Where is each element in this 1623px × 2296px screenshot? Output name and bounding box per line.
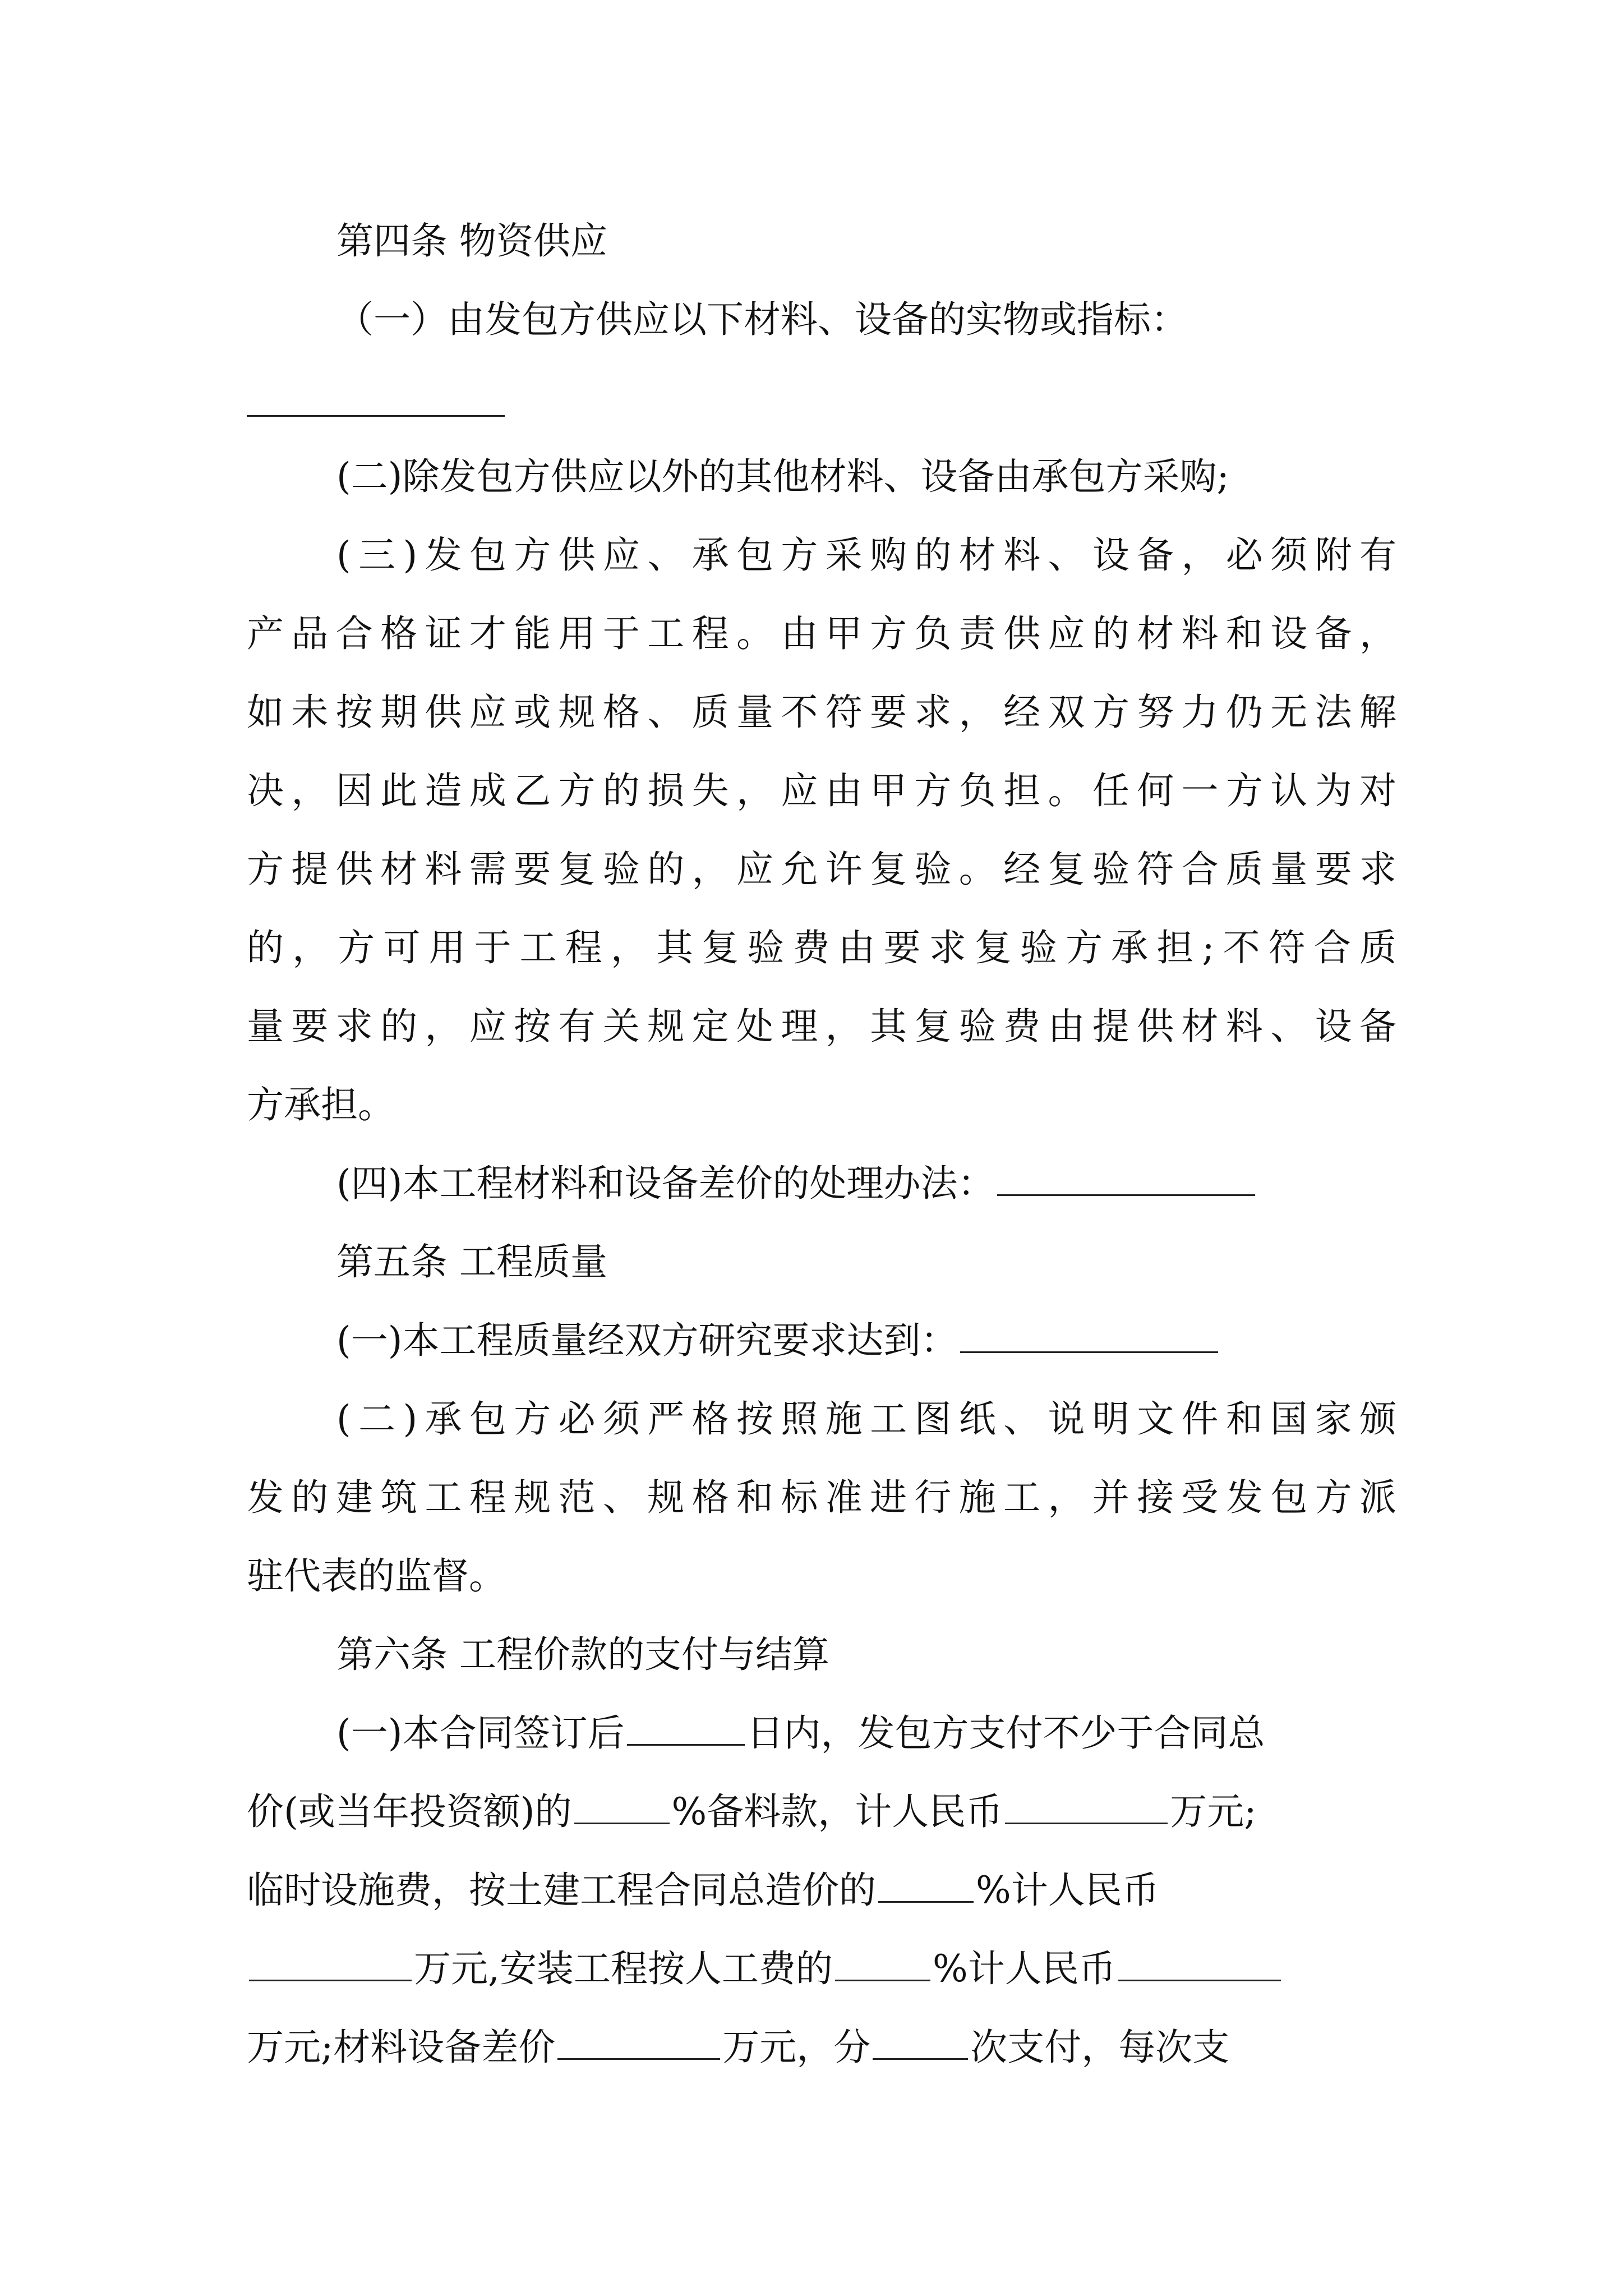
article-6-clause-1-line-4 <box>247 1941 1396 1997</box>
article-4-clause-1: （一）由发包方供应以下材料、设备的实物或指标： <box>336 298 1188 341</box>
article-4-clause-4 <box>336 1156 1396 1212</box>
article-6-clause-1-line-5 <box>247 2019 1396 2076</box>
fill-blank-install-percent[interactable] <box>835 1943 930 1981</box>
article-4-clause-4-text: (四)本工程材料和设备差价的处理办法： <box>336 1162 995 1205</box>
article-4-clause-3-line-4: 决，因此造成乙方的损失，应由甲方负担。任何一方认为对 <box>247 769 1396 812</box>
article-5-clause-2-line-1: (二)承包方必须严格按照施工图纸、说明文件和国家颁 <box>336 1397 1396 1441</box>
article-6-clause-1-line-1 <box>336 1705 1396 1761</box>
article-6-text-2b: %备料款，计人民币 <box>671 1790 1003 1833</box>
article-6-text-5a: 万元;材料设备差价 <box>247 2026 556 2069</box>
article-5-clause-2-line-2: 发的建筑工程规范、规格和标准进行施工，并接受发包方派 <box>247 1476 1396 1519</box>
article-5-clause-2-line-3: 驻代表的监督。 <box>247 1554 506 1598</box>
article-6-text-5b: 万元，分 <box>722 2026 871 2069</box>
article-4-clause-3-line-3: 如未按期供应或规格、质量不符要求，经双方努力仍无法解 <box>247 691 1396 734</box>
article-6-text-5c: 次支付，每次支 <box>970 2026 1230 2069</box>
article-6-text-2c: 万元; <box>1170 1790 1257 1833</box>
fill-blank-days[interactable] <box>627 1707 745 1746</box>
article-6-text-4b: %计人民币 <box>932 1947 1116 1990</box>
article-4-clause-3-line-1: (三)发包方供应、承包方采购的材料、设备，必须附有 <box>336 533 1396 577</box>
fill-blank-material-difference-amount[interactable] <box>557 2021 720 2060</box>
article-5-heading: 第五条 工程质量 <box>336 1240 607 1283</box>
article-4-heading: 第四条 物资供应 <box>336 219 607 263</box>
article-4-clause-3-line-2: 产品合格证才能用于工程。由甲方负责供应的材料和设备， <box>247 612 1396 655</box>
article-5-clause-1-text: (一)本工程质量经双方研究要求达到： <box>336 1319 958 1362</box>
fill-blank-temp-facility-percent[interactable] <box>878 1864 974 1903</box>
article-6-clause-1-line-3 <box>247 1862 1396 1918</box>
article-6-text-1a: (一)本合同签订后 <box>336 1711 625 1755</box>
article-4-clause-3-line-8: 方承担。 <box>247 1083 395 1126</box>
fill-blank-advance-percent[interactable] <box>574 1786 670 1824</box>
article-6-text-1b: 日内，发包方支付不少于合同总 <box>746 1711 1265 1755</box>
article-6-text-3a: 临时设施费，按土建工程合同总造价的 <box>247 1869 876 1912</box>
article-4-clause-3-line-5: 方提供材料需要复验的，应允许复验。经复验符合质量要求 <box>247 848 1396 891</box>
article-4-clause-3-line-6: 的，方可用于工程，其复验费由要求复验方承担;不符合质 <box>247 926 1396 969</box>
fill-blank-install-amount[interactable] <box>1118 1943 1281 1981</box>
article-4-clause-2: (二)除发包方供应以外的其他材料、设备由承包方采购; <box>336 455 1229 498</box>
fill-blank-installments[interactable] <box>873 2021 968 2060</box>
fill-blank-quality-standard[interactable] <box>960 1314 1218 1353</box>
article-6-text-4a: 万元,安装工程按人工费的 <box>414 1947 833 1990</box>
fill-blank-advance-amount[interactable] <box>1005 1786 1168 1824</box>
article-6-heading: 第六条 工程价款的支付与结算 <box>336 1633 829 1676</box>
article-4-clause-3-line-7: 量要求的，应按有关规定处理，其复验费由提供材料、设备 <box>247 1005 1396 1048</box>
article-6-text-3b: %计人民币 <box>976 1869 1159 1912</box>
fill-blank-price-difference-method[interactable] <box>997 1157 1255 1196</box>
article-5-clause-1 <box>336 1313 1396 1369</box>
article-6-clause-1-line-2 <box>247 1784 1396 1840</box>
article-6-text-2a: 价(或当年投资额)的 <box>247 1790 572 1833</box>
fill-blank-temp-facility-amount[interactable] <box>249 1943 412 1981</box>
fill-blank-supply-items[interactable] <box>247 415 505 417</box>
